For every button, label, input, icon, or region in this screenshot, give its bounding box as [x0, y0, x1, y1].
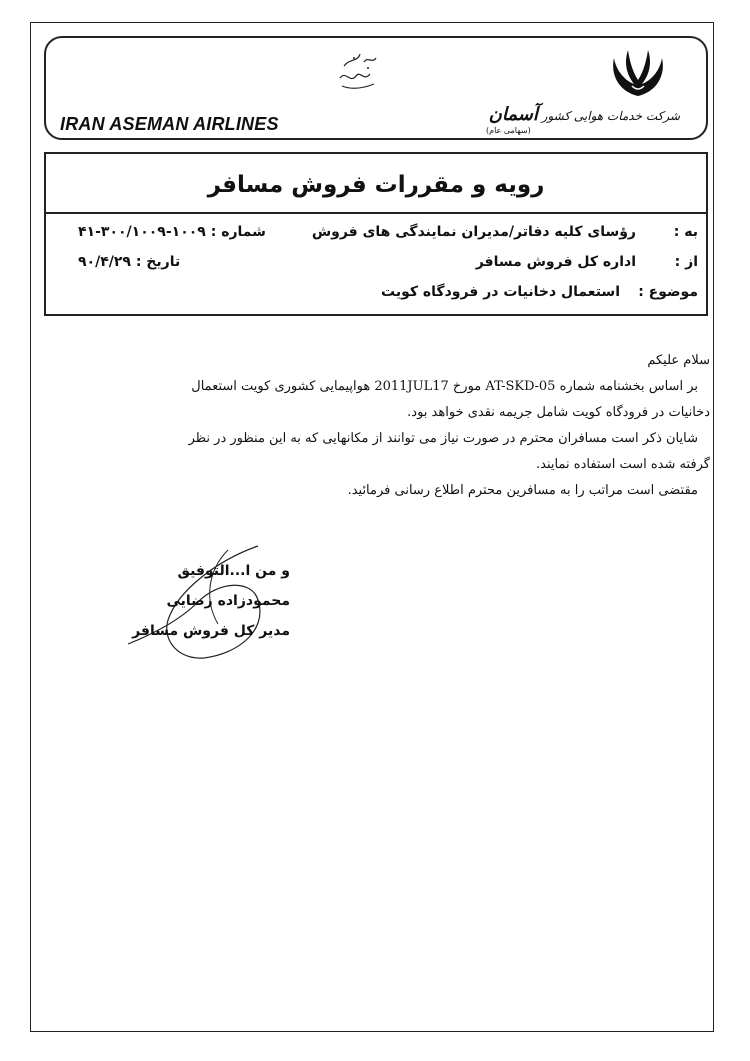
signer-name: محمودزاده رضایی — [166, 593, 290, 609]
subject-value: استعمال دخانیات در فرودگاه کویت — [381, 284, 620, 300]
document-title: رویه و مقررات فروش مسافر — [207, 172, 545, 198]
from-label: از : — [674, 254, 698, 270]
basmala-calligraphy — [330, 48, 384, 94]
company-brand: آسمان — [488, 104, 538, 125]
company-subtitle: (سهامی عام) — [486, 126, 531, 135]
from-value: اداره کل فروش مسافر — [475, 254, 636, 270]
closing-phrase: و من ا...التوفیق — [177, 563, 290, 579]
to-label: به : — [673, 224, 698, 240]
meta-row-from — [54, 254, 698, 276]
meta-row-to — [54, 224, 698, 246]
subject-label: موضوع : — [638, 284, 698, 300]
to-value: رؤسای کلیه دفاتر/مدیران نمایندگی های فروش — [311, 224, 636, 240]
paragraph-1-line-2: دخانیات در فرودگاه کویت شامل جریمه نقدی خواهد بود. — [407, 405, 710, 420]
letter-date: تاریخ : ۹۰/۴/۲۹ — [78, 254, 181, 270]
paragraph-1-line-1: بر اساس بخشنامه شماره 05-AT-SKD مورخ 2011JUL17 هواپیمایی کشوری کویت استعمال — [191, 379, 698, 394]
paragraph-2-line-2: گرفته شده است استفاده نمایند. — [536, 457, 710, 472]
letter-body — [50, 348, 710, 504]
letter-number: شماره : ۱۰۰۹-۳۰۰/۱۰۰۹-۴۱ — [78, 224, 266, 240]
company-prefix: شرکت خدمات هوایی کشور — [541, 109, 680, 123]
signer-position: مدیر کل فروش مسافر — [132, 623, 290, 639]
paragraph-3: مقتضی است مراتب را به مسافرین محترم اطلاع رسانی فرمائید. — [347, 483, 698, 498]
signature-block — [132, 556, 290, 646]
paragraph-2-line-1: شایان ذکر است مسافران محترم در صورت نیاز می توانند از مکانهایی که به این منظور در نظر — [188, 431, 698, 446]
aseman-bird-logo-icon — [606, 46, 670, 98]
greeting: سلام علیکم — [647, 353, 710, 368]
airline-name-english: IRAN ASEMAN AIRLINES — [60, 114, 279, 134]
title-box — [44, 152, 708, 214]
company-name-persian — [489, 104, 680, 125]
meta-row-subject — [54, 284, 698, 306]
meta-box — [44, 214, 708, 316]
